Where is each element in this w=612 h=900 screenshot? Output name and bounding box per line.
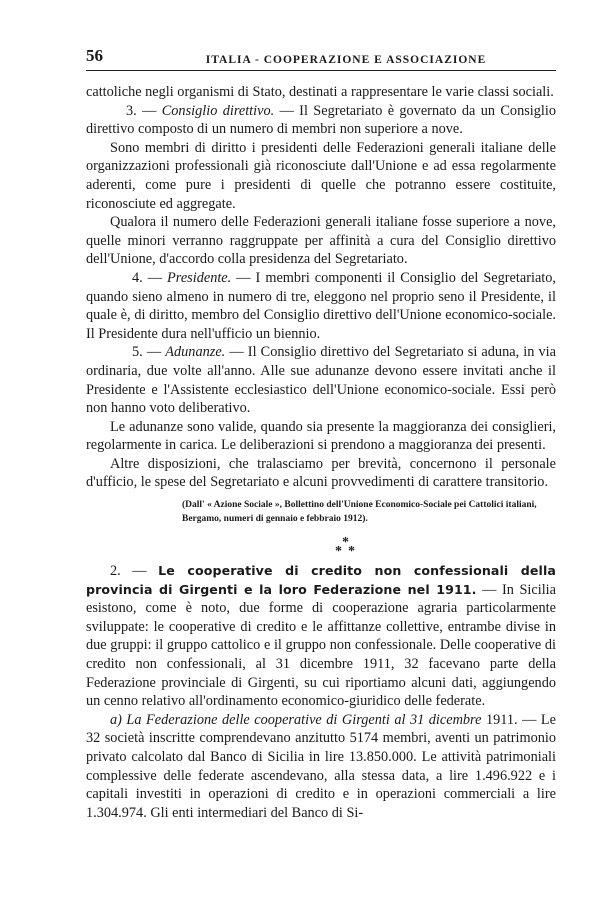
article-number: 4. — <box>132 269 168 286</box>
page-number: 56 <box>86 46 103 65</box>
body-text <box>86 83 556 822</box>
paragraph-altre-disposizioni: Altre disposizioni, che tralasciamo per brevità, concernono il personale d'ufficio, le spese del Segretariato e alcuni provvedimenti di carattere transitorio. <box>86 455 556 491</box>
article-text: — Il Segretariato è governato da un Consiglio direttivo composto di un numero di membri non superiore a nove. <box>86 102 557 138</box>
running-title: ITALIA - COOPERAZIONE E ASSOCIAZIONE <box>205 54 487 66</box>
paragraph-raggruppamento: Qualora il numero delle Federazioni generali italiane fosse superiore a nove, quelle minori verranno raggruppate per affinità a cura del Consiglio direttivo dell'Unione, d'accordo colla presidenza del Segretariato. <box>86 214 556 268</box>
article-text: — Il Consiglio direttivo del Segretariato si aduna, in via ordinaria, due volte all'anno. Alle sue adunanze devono essere invitati anche il Presidente e l'Assistente ecclesiastico dell'Unione economico-sociale. Essi però non hanno voto deliberativo. <box>86 344 556 417</box>
asterism-star: * <box>335 544 342 560</box>
asterism-star: * <box>342 535 349 551</box>
subsection-text: — Le 32 società inscritte comprendevano anzitutto 5174 membri, aventi un patrimonio privato calcolato dal Banco di Sicilia in lire 13.850.000. Le attività patrimoniali complessive delle federate ascendevano, alla stessa data, a lire 1.496.922 e i capitali investiti in operazioni di credito e in operazioni commerciali a lire 1.304.974. Gli enti intermediari del Banco di Si- <box>86 711 556 821</box>
paragraph-continuation: cattoliche negli organismi di Stato, destinati a rappresentare le varie classi sociali. <box>86 84 554 100</box>
source-line-2: Bergamo, numeri di gennaio e febbraio 1912). <box>182 514 368 525</box>
subsection-year: 1911. <box>481 711 518 728</box>
section-heading: Le cooperative di credito non confessionali della provincia di Girgenti e la loro Federazione nel 1911. <box>86 563 556 597</box>
source-line-1: (Dall' « Azione Sociale », Bollettino dell'Unione Economico-Sociale pei Cattolici italiani, <box>182 500 537 511</box>
paragraph-consiglio-direttivo <box>86 102 556 139</box>
paragraph-validita-adunanze: Le adunanze sono valide, quando sia presente la maggioranza dei consiglieri, regolarmente in carica. Le deliberazioni si prendono a maggioranza dei presenti. <box>86 418 556 454</box>
source-citation <box>182 498 556 526</box>
section-girgenti <box>86 562 556 711</box>
paragraph-presidente <box>86 269 556 343</box>
subsection-federazione <box>86 711 556 823</box>
running-head <box>86 40 556 71</box>
article-title: Consiglio direttivo. <box>161 102 275 119</box>
article-title: Adunanze. <box>165 344 226 361</box>
article-number: 5. — <box>132 344 166 361</box>
paragraph-membri-di-diritto: Sono membri di diritto i presidenti delle Federazioni generali italiane delle organizzazioni professionali già riconosciute dall'Unione e ad essa regolarmente aderenti, come pure i presidenti di quelle che potranno essere costituite, riconosciute ed aggregate. <box>86 139 556 212</box>
subsection-label: a) La Federazione delle cooperative di Girgenti al <box>110 711 410 728</box>
section-text: — In Sicilia esistono, come è noto, due forme di cooperazione agraria particolarmente sviluppate: le cooperative di credito e le affittanze collettive, entrambe divise in due gruppi: il gruppo cattolico e il gruppo non confessionale. Delle cooperative di credito non confessionali, al 31 dicembre 1911, 32 facevano parte della Federazione provinciale di Girgenti, su cui riportiamo alcuni dati, aggiungendo un cenno relativo all'ordinamento economico-giuridico delle federate. <box>86 581 556 710</box>
article-title: Presidente. <box>167 269 232 286</box>
book-page <box>86 40 556 822</box>
article-number: 3. — <box>126 102 162 119</box>
subsection-date: 31 dicembre <box>409 711 482 728</box>
asterism-divider <box>86 534 556 562</box>
asterism-star: * <box>348 544 355 560</box>
section-number: 2. — <box>110 563 159 580</box>
article-text: — I membri componenti il Consiglio del Segretariato, quando sieno almeno in numero di tre, eleggono nel proprio seno il Presidente, il quale è, di diritto, membro del Consiglio direttivo dell'Unione economico-sociale. Il Presidente dura nell'ufficio un biennio. <box>86 269 556 342</box>
paragraph-adunanze <box>86 343 556 417</box>
